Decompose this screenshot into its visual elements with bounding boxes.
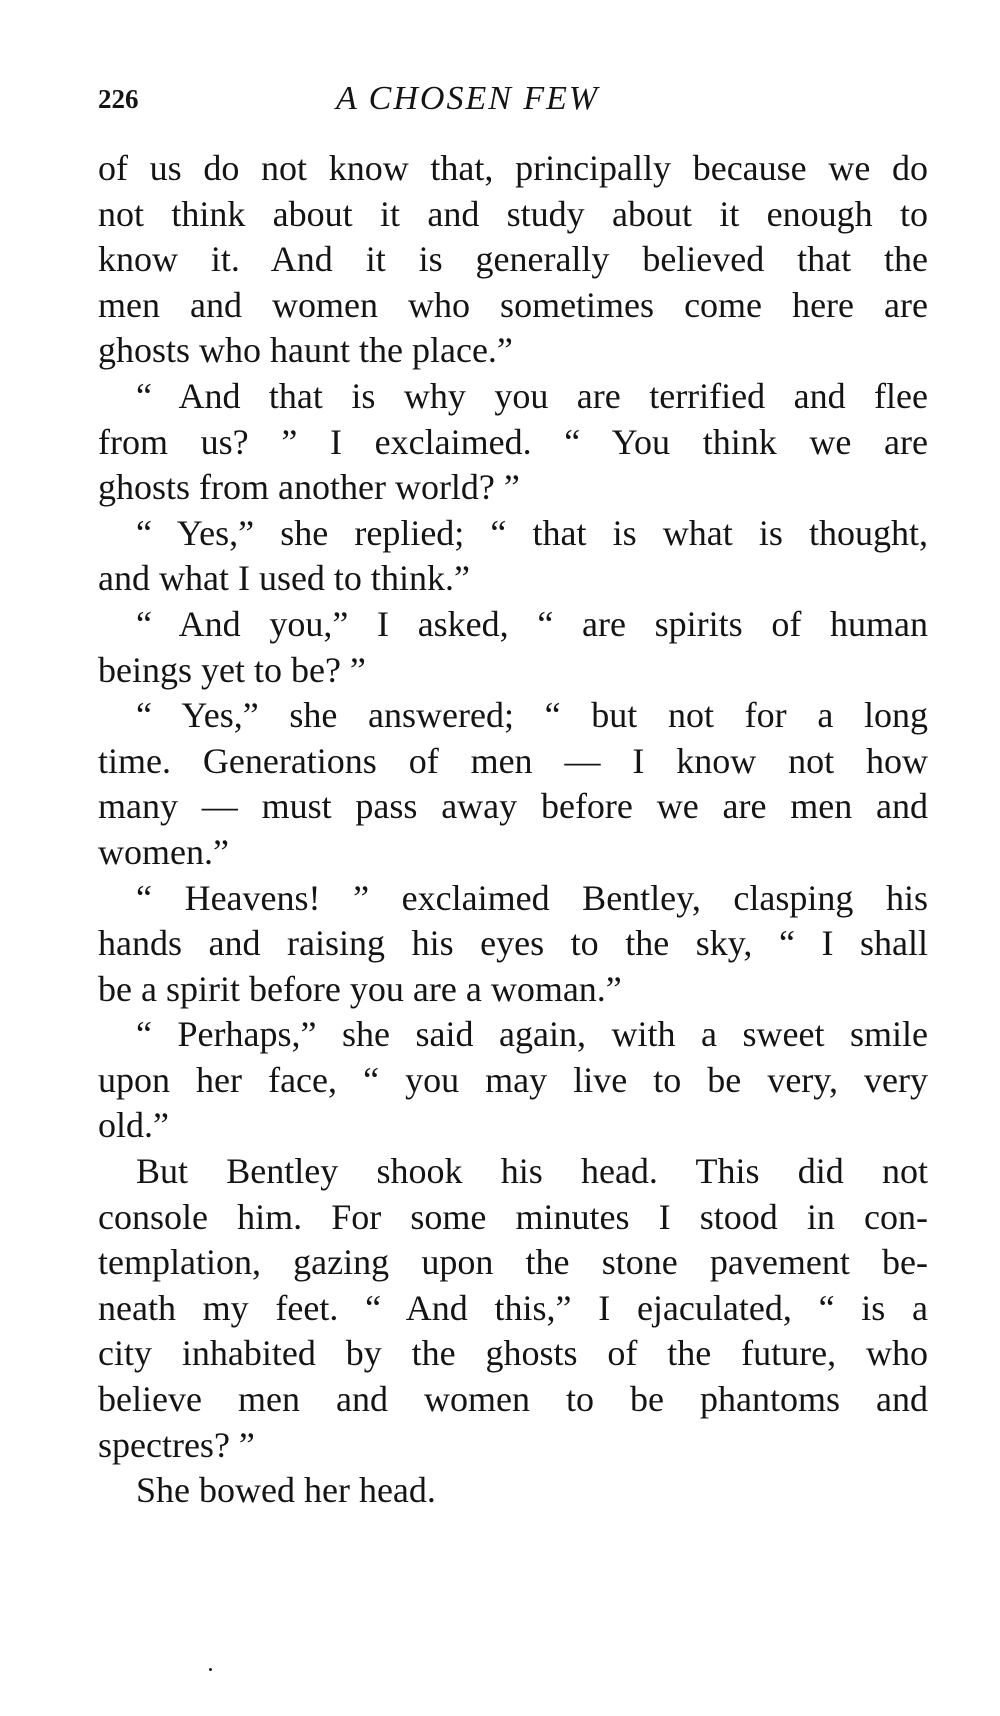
text-line: neath my feet. “ And this,” I ejaculated, “ is a bbox=[98, 1287, 928, 1328]
text-line: “ Yes,” she replied; “ that is what is thought, bbox=[136, 512, 928, 553]
page-header bbox=[98, 80, 928, 130]
ink-speck bbox=[209, 1668, 212, 1671]
body-text bbox=[98, 146, 928, 1514]
text-line: beings yet to be? ” bbox=[98, 649, 366, 690]
text-line: believe men and women to be phantoms and bbox=[98, 1379, 928, 1420]
text-line: from us? ” I exclaimed. “ You think we are bbox=[98, 421, 928, 462]
text-line: old.” bbox=[98, 1105, 169, 1146]
text-line: “ Perhaps,” she said again, with a sweet smile bbox=[136, 1014, 928, 1055]
text-line: upon her face, “ you may live to be very, very bbox=[98, 1059, 928, 1100]
text-line: “ And you,” I asked, “ are spirits of human bbox=[136, 603, 928, 644]
text-line: of us do not know that, principally because we do bbox=[98, 148, 928, 188]
text-line: “ Yes,” she answered; “ but not for a long bbox=[136, 695, 928, 736]
text-line: ghosts who haunt the place.” bbox=[98, 330, 513, 371]
page-number: 226 bbox=[98, 84, 139, 114]
text-line: hands and raising his eyes to the sky, “ I shall bbox=[98, 923, 928, 964]
text-line: men and women who sometimes come here are bbox=[98, 284, 928, 325]
text-line: women.” bbox=[98, 831, 229, 872]
text-line: But Bentley shook his head. This did not bbox=[136, 1151, 928, 1192]
text-line: time. Generations of men — I know not how bbox=[98, 740, 928, 781]
text-line: many — must pass away before we are men and bbox=[98, 786, 928, 827]
text-line: ghosts from another world? ” bbox=[98, 467, 520, 508]
text-line: be a spirit before you are a woman.” bbox=[98, 968, 622, 1009]
text-line: “ Heavens! ” exclaimed Bentley, clasping his bbox=[136, 877, 928, 918]
text-line: not think about it and study about it enough to bbox=[98, 193, 928, 234]
running-head: A CHOSEN FEW bbox=[336, 80, 600, 117]
text-line: templation, gazing upon the stone pavement be- bbox=[98, 1242, 928, 1283]
text-line: and what I used to think.” bbox=[98, 558, 470, 599]
text-line: “ And that is why you are terrified and flee bbox=[136, 375, 928, 416]
text-line: city inhabited by the ghosts of the future, who bbox=[98, 1333, 928, 1374]
text-line: She bowed her head. bbox=[136, 1470, 436, 1511]
text-line: spectres? ” bbox=[98, 1424, 255, 1465]
text-line: know it. And it is generally believed that the bbox=[98, 239, 928, 280]
text-line: console him. For some minutes I stood in con- bbox=[98, 1196, 928, 1237]
